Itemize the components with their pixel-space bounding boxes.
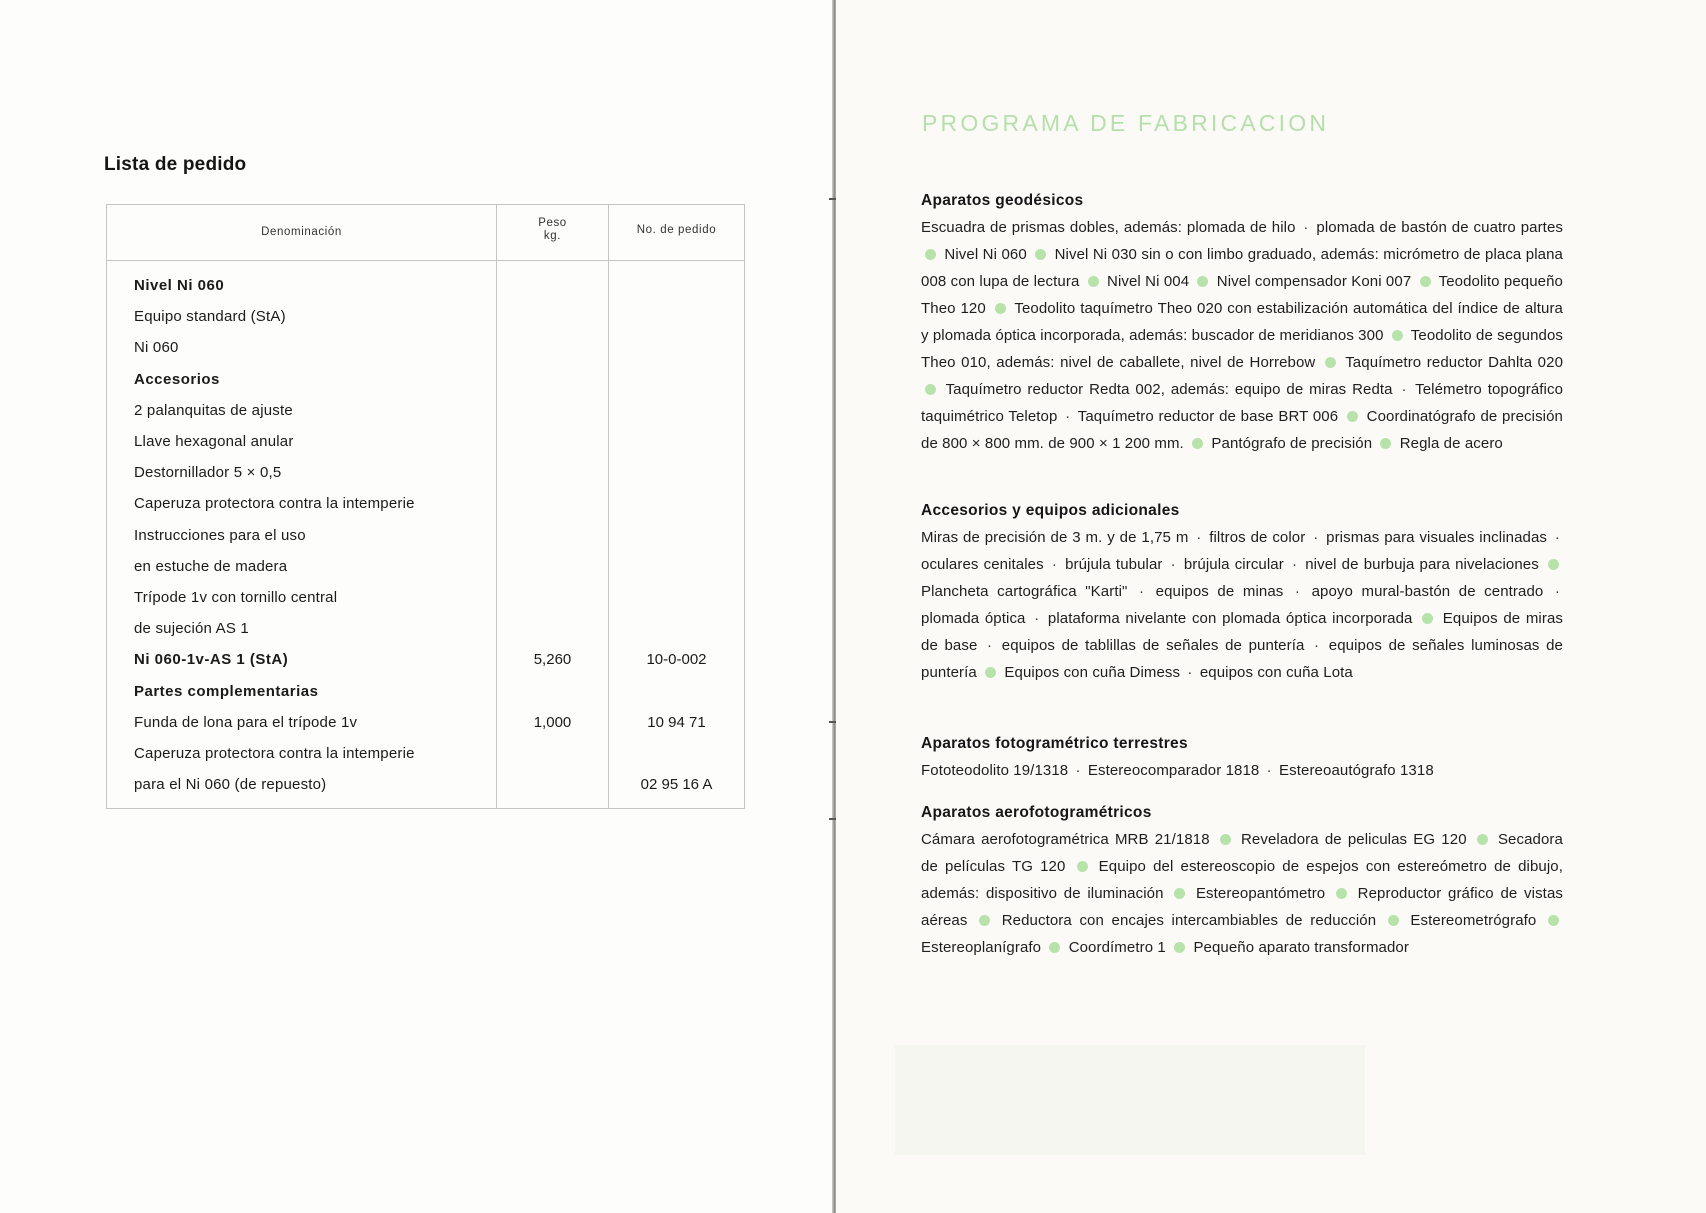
cell-denominacion: Funda de lona para el trípode 1v: [134, 713, 358, 731]
middot-separator-icon: ·: [987, 637, 993, 654]
green-bullet-icon: [1197, 276, 1208, 287]
cell-denominacion: Trípode 1v con tornillo central: [134, 589, 338, 606]
program-item: Cámara aerofotogramétrica MRB 21/1818: [921, 831, 1210, 848]
middot-separator-icon: ·: [1401, 381, 1407, 398]
green-bullet-icon: [1035, 249, 1046, 260]
table-row: [107, 613, 744, 644]
middot-separator-icon: ·: [1291, 556, 1298, 573]
green-bullet-icon: [1347, 411, 1358, 422]
green-bullet-icon: [925, 384, 936, 395]
header-denominacion: Denominación: [261, 226, 342, 238]
program-item: Equipo del estereoscopio de espejos con estereómetro de dibujo, además: dispositivo de iluminación: [921, 858, 1563, 902]
green-bullet-icon: [1325, 357, 1336, 368]
middot-separator-icon: ·: [1065, 408, 1071, 425]
program-item: Equipos de miras de base: [921, 610, 1564, 654]
order-table: [106, 204, 745, 809]
green-bullet-icon: [1548, 915, 1559, 926]
section-body: [921, 524, 1563, 686]
faded-print-area: [895, 1045, 1365, 1155]
table-row: [107, 676, 744, 707]
program-item: Miras de precisión de 3 m. y de 1,75 m: [921, 529, 1189, 546]
cell-denominacion: para el Ni 060 (de repuesto): [134, 776, 327, 794]
cell-peso: 5,260: [533, 651, 572, 669]
program-item: Taquímetro reductor Redta 002, además: equipo de miras Redta: [945, 381, 1393, 398]
section-heading: Accesorios y equipos adicionales: [921, 502, 1180, 519]
section-body: [921, 214, 1563, 457]
middot-separator-icon: ·: [1554, 583, 1560, 600]
header-peso: Peso kg.: [538, 217, 567, 242]
program-item: Estereometrógrafo: [1410, 912, 1537, 929]
section-body: [921, 826, 1563, 961]
green-bullet-icon: [995, 303, 1006, 314]
table-row: [107, 520, 744, 551]
program-item: Escuadra de prismas dobles, además: plomada de hilo: [921, 219, 1296, 236]
section-fotogrametrico-terrestres: [921, 731, 1563, 784]
cell-denominacion: Equipo standard (StA): [134, 308, 286, 326]
cell-denominacion: Ni 060-1v-AS 1 (StA): [134, 651, 289, 669]
table-row: [107, 582, 744, 613]
green-bullet-icon: [1192, 438, 1203, 449]
green-bullet-icon: [1174, 942, 1185, 953]
program-item: Estereoplanígrafo: [921, 939, 1042, 956]
section-accesorios: [921, 498, 1563, 686]
table-row: [107, 332, 744, 363]
program-item: Nivel compensador Koni 007: [1216, 273, 1412, 290]
program-item: Reproductor gráfico de vistas aéreas: [921, 885, 1563, 929]
green-bullet-icon: [1392, 330, 1403, 341]
table-row: [107, 301, 744, 332]
cell-denominacion: en estuche de madera: [134, 557, 288, 575]
program-item: Estereoautógrafo 1318: [1279, 762, 1434, 779]
program-item: nivel de burbuja para nivelaciones: [1305, 556, 1539, 573]
program-item: filtros de color: [1209, 529, 1306, 546]
middot-separator-icon: ·: [1196, 529, 1202, 546]
table-row: [107, 426, 744, 457]
program-item: brújula tubular: [1065, 556, 1163, 573]
program-item: Teodolito pequeño Theo 120: [921, 273, 1563, 317]
program-title: PROGRAMA DE FABRICACION: [922, 110, 1330, 136]
green-bullet-icon: [1477, 834, 1488, 845]
green-bullet-icon: [1174, 888, 1185, 899]
green-bullet-icon: [979, 915, 990, 926]
green-bullet-icon: [1049, 942, 1060, 953]
program-item: apoyo mural-bastón de centrado: [1311, 583, 1544, 600]
middot-separator-icon: ·: [1051, 556, 1057, 573]
green-bullet-icon: [1548, 559, 1559, 570]
cell-denominacion: Accesorios: [134, 370, 220, 388]
green-bullet-icon: [1420, 276, 1431, 287]
program-item: Estereocomparador 1818: [1087, 762, 1260, 779]
green-bullet-icon: [1388, 915, 1399, 926]
middot-separator-icon: ·: [1139, 583, 1145, 600]
section-heading: Aparatos geodésicos: [921, 192, 1084, 209]
table-row: [107, 457, 744, 488]
program-item: plataforma nivelante con plomada óptica incorporada: [1047, 610, 1413, 627]
middot-separator-icon: ·: [1313, 529, 1319, 546]
program-item: Coordímetro 1: [1068, 939, 1166, 956]
table-row: [107, 644, 744, 675]
program-item: brújula circular: [1183, 556, 1284, 573]
table-row: [107, 738, 744, 769]
section-heading: Aparatos aerofotogramétricos: [921, 804, 1152, 821]
cell-pedido: 10-0-002: [646, 651, 707, 669]
program-item: Nivel Ni 060: [944, 246, 1027, 263]
green-bullet-icon: [985, 667, 996, 678]
program-item: oculares cenitales: [921, 556, 1044, 573]
program-item: Teodolito taquímetro Theo 020 con estabilización automática del índice de altura y plomada óptica incorporada, además: buscador de meridianos 300: [921, 300, 1563, 344]
program-item: equipos de tablillas de señales de puntería: [1001, 637, 1305, 654]
cell-pedido: 10 94 71: [647, 713, 706, 731]
left-page: [0, 0, 834, 1213]
program-item: Taquímetro reductor Dahlta 020: [1345, 354, 1564, 371]
cell-denominacion: Ni 060: [134, 339, 179, 357]
middot-separator-icon: ·: [1170, 556, 1176, 573]
middot-separator-icon: ·: [1314, 637, 1320, 654]
cell-denominacion: Caperuza protectora contra la intemperie: [134, 745, 415, 762]
green-bullet-icon: [1336, 888, 1347, 899]
middot-separator-icon: ·: [1075, 762, 1081, 779]
cell-denominacion: Destornillador 5 × 0,5: [134, 464, 282, 482]
middot-separator-icon: ·: [1187, 664, 1193, 681]
program-item: Estereopantómetro: [1195, 885, 1326, 902]
program-item: Secadora de películas TG 120: [921, 831, 1563, 875]
green-bullet-icon: [1088, 276, 1099, 287]
order-list-title: Lista de pedido: [104, 154, 247, 175]
green-bullet-icon: [925, 249, 936, 260]
program-item: prismas para visuales inclinadas: [1326, 529, 1547, 546]
cell-pedido: 02 95 16 A: [640, 776, 713, 794]
program-item: equipos de señales luminosas de puntería: [921, 637, 1563, 681]
cell-denominacion: Llave hexagonal anular: [134, 433, 294, 450]
program-item: Nivel Ni 030 sin o con limbo graduado, además: micrómetro de placa plana 008 con lupa de lectura: [921, 246, 1563, 290]
cell-denominacion: Nivel Ni 060: [134, 277, 225, 294]
program-item: Nivel Ni 004: [1107, 273, 1190, 290]
table-row: [107, 270, 744, 301]
program-item: Taquímetro reductor de base BRT 006: [1077, 408, 1339, 425]
green-bullet-icon: [1380, 438, 1391, 449]
cell-peso: 1,000: [533, 713, 572, 731]
program-item: Reductora con encajes intercambiables de reducción: [1001, 912, 1377, 929]
program-item: plomada óptica: [921, 610, 1026, 627]
table-row: [107, 769, 744, 800]
cell-denominacion: Caperuza protectora contra la intemperie: [134, 495, 415, 513]
program-item: Pequeño aparato transformador: [1193, 939, 1409, 956]
program-item: Coordinatógrafo de precisión de 800 × 800 mm. de 900 × 1 200 mm.: [921, 408, 1563, 452]
table-row: [107, 488, 744, 519]
program-item: Telémetro topográfico taquimétrico Teletop: [921, 381, 1564, 425]
program-item: Pantógrafo de precisión: [1211, 435, 1373, 452]
program-item: Plancheta cartográfica "Karti": [921, 583, 1128, 600]
cell-denominacion: de sujeción AS 1: [134, 620, 249, 638]
green-bullet-icon: [1077, 861, 1088, 872]
green-bullet-icon: [1422, 613, 1433, 624]
cell-denominacion: Partes complementarias: [134, 682, 319, 700]
section-body: [921, 757, 1563, 784]
program-item: Fototeodolito 19/1318: [921, 762, 1069, 779]
section-aparatos-geodesicos: [921, 188, 1563, 457]
table-row: [107, 707, 744, 738]
table-row: [107, 395, 744, 426]
middot-separator-icon: ·: [1266, 762, 1272, 779]
program-item: equipos con cuña Lota: [1199, 664, 1353, 681]
section-aerofotogrametricos: [921, 800, 1563, 961]
header-divider: [107, 260, 744, 261]
program-item: equipos de minas: [1155, 583, 1284, 600]
program-item: plomada de bastón de cuatro partes: [1316, 219, 1563, 236]
program-item: Equipos con cuña Dimess: [1004, 664, 1181, 681]
program-item: Teodolito de segundos Theo 010, además: nivel de caballete, nivel de Horrebow: [921, 327, 1564, 371]
section-heading: Aparatos fotogramétrico terrestres: [921, 735, 1188, 752]
cell-denominacion: 2 palanquitas de ajuste: [134, 401, 293, 419]
program-item: Regla de acero: [1399, 435, 1503, 452]
middot-separator-icon: ·: [1303, 219, 1309, 236]
middot-separator-icon: ·: [1034, 610, 1040, 627]
green-bullet-icon: [1220, 834, 1231, 845]
cell-denominacion: Instrucciones para el uso: [134, 526, 306, 544]
table-row: [107, 364, 744, 395]
program-item: Reveladora de peliculas EG 120: [1240, 831, 1467, 848]
middot-separator-icon: ·: [1554, 529, 1560, 546]
table-row: [107, 551, 744, 582]
header-pedido: No. de pedido: [636, 224, 717, 236]
middot-separator-icon: ·: [1294, 583, 1301, 600]
